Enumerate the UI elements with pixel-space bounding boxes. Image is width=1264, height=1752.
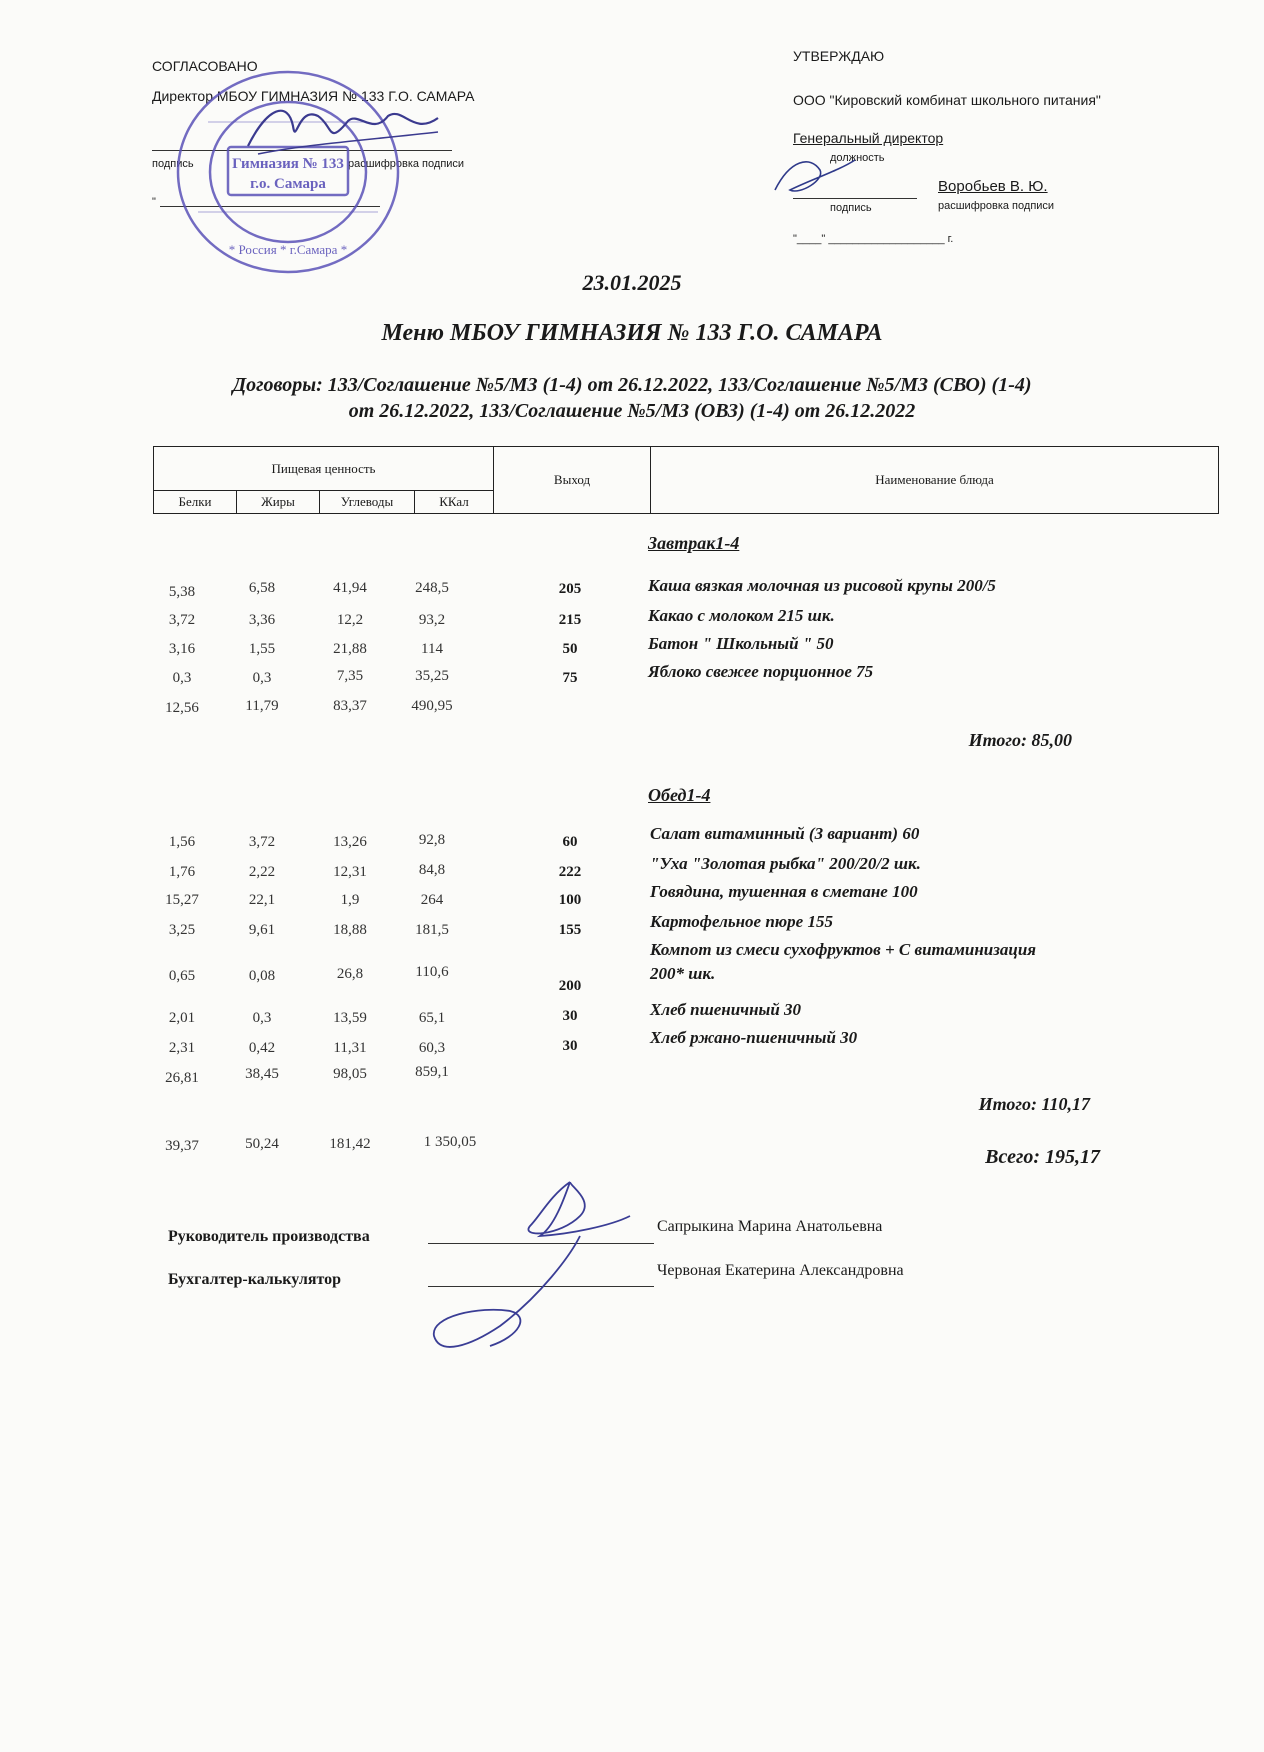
dish-name: Батон " Школьный " 50 (648, 634, 834, 653)
cell-output: 30 (562, 1038, 578, 1054)
grand-fat: 50,24 (245, 1136, 279, 1152)
cell-fat: 3,72 (248, 834, 276, 850)
header-output: Выход (494, 447, 651, 514)
cell-fat: 3,36 (248, 612, 276, 628)
director-name: Воробьев В. Ю. (938, 178, 1048, 195)
cell-carbs: 18,88 (333, 922, 367, 938)
section-lunch-title: Обед1-4 (648, 785, 711, 805)
cell-protein: 0,65 (168, 968, 196, 984)
sum-carbs: 98,05 (333, 1066, 367, 1082)
cell-output: 30 (562, 1008, 578, 1024)
grand-total: Всего: 195,17 (985, 1146, 1100, 1168)
cell-carbs: 7,35 (336, 668, 364, 684)
cell-output: 155 (558, 922, 582, 938)
decode-label-left: расшифровка подписи (348, 158, 465, 170)
cell-carbs: 26,8 (336, 966, 364, 982)
seal-inner-line1: Гимназия № 133 (232, 156, 344, 172)
contracts-line-1: Договоры: 133/Соглашение №5/МЗ (1-4) от 26.12.2022, 133/Соглашение №5/МЗ (СВО) (1-4) (232, 374, 1032, 396)
section-breakfast-title: Завтрак1-4 (648, 533, 740, 553)
sum-fat: 11,79 (245, 698, 279, 714)
cell-kcal: 84,8 (418, 862, 446, 878)
cell-carbs: 12,31 (333, 864, 367, 880)
approval-right-position: Генеральный директор (793, 130, 944, 146)
dish-name: Компот из смеси сухофруктов + С витаминизация (650, 940, 1037, 959)
dish-name: Яблоко свежее порционное 75 (648, 662, 874, 681)
lunch-total: Итого: 110,17 (978, 1094, 1090, 1114)
cell-protein: 3,25 (168, 922, 196, 938)
head-of-production-label: Руководитель производства (168, 1228, 370, 1245)
cell-output: 60 (562, 834, 578, 850)
decode-label-right: расшифровка подписи (938, 200, 1055, 212)
sum-protein: 12,56 (165, 700, 199, 716)
organization-seal (168, 62, 408, 282)
grand-carbs: 181,42 (329, 1136, 371, 1152)
cell-kcal: 110,6 (415, 964, 449, 980)
sum-carbs: 83,37 (333, 698, 367, 714)
cell-output: 222 (558, 864, 582, 880)
dish-name: "Уха "Золотая рыбка" 200/20/2 шк. (650, 854, 921, 873)
seal-inner-line2: г.о. Самара (250, 176, 326, 192)
menu-table-header (153, 446, 1219, 514)
cell-output: 50 (562, 641, 578, 657)
cell-kcal: 264 (420, 892, 444, 908)
header-kcal: ККал (415, 491, 494, 514)
menu-date: 23.01.2025 (582, 270, 682, 295)
menu-title: Меню МБОУ ГИМНАЗИЯ № 133 Г.О. САМАРА (381, 320, 883, 346)
sign-label-left: подпись (152, 158, 194, 170)
breakfast-total: Итого: 85,00 (968, 730, 1072, 750)
dish-name-continued: 200* шк. (650, 964, 716, 983)
accountant-name: Червоная Екатерина Александровна (657, 1262, 904, 1279)
sum-protein: 26,81 (165, 1070, 199, 1086)
cell-output: 100 (558, 892, 582, 908)
cell-fat: 0,08 (248, 968, 276, 984)
seal-bottom: * Россия * г.Самара * (228, 242, 348, 257)
cell-fat: 0,42 (248, 1040, 276, 1056)
director-signature (238, 96, 448, 166)
production-signature (420, 1176, 660, 1376)
dish-name: Каша вязкая молочная из рисовой крупы 200/5 (648, 576, 996, 595)
cell-carbs: 13,59 (333, 1010, 367, 1026)
approval-right-org: ООО "Кировский комбинат школьного питания" (793, 92, 1101, 108)
dish-name: Хлеб пшеничный 30 (650, 1000, 802, 1019)
approval-left-director: Директор МБОУ ГИМНАЗИЯ № 133 Г.О. САМАРА (152, 88, 475, 104)
cell-kcal: 93,2 (418, 612, 446, 628)
cell-fat: 2,22 (248, 864, 276, 880)
header-nutrition: Пищевая ценность (154, 447, 494, 491)
cell-kcal: 65,1 (418, 1010, 446, 1026)
date-prefix-left: " (152, 196, 156, 208)
cell-fat: 6,58 (248, 580, 276, 596)
approval-left-heading: СОГЛАСОВАНО (152, 58, 258, 74)
dish-name: Какао с молоком 215 шк. (648, 606, 835, 625)
cell-protein: 2,01 (168, 1010, 196, 1026)
cell-output: 200 (558, 978, 582, 994)
sum-fat: 38,45 (245, 1066, 279, 1082)
header-carbs: Углеводы (320, 491, 415, 514)
head-of-production-name: Сапрыкина Марина Анатольевна (657, 1218, 883, 1235)
cell-kcal: 35,25 (415, 668, 449, 684)
grand-kcal: 1 350,05 (423, 1134, 477, 1150)
header-dish-name: Наименование блюда (651, 447, 1219, 514)
cell-fat: 22,1 (248, 892, 276, 908)
approval-right-heading: УТВЕРЖДАЮ (793, 48, 885, 64)
sum-kcal: 490,95 (411, 698, 453, 714)
sum-kcal: 859,1 (415, 1064, 449, 1080)
accountant-label: Бухгалтер-калькулятор (168, 1271, 342, 1288)
cell-protein: 3,16 (168, 641, 196, 657)
cell-fat: 9,61 (248, 922, 276, 938)
cell-protein: 15,27 (165, 892, 199, 908)
grand-protein: 39,37 (165, 1138, 199, 1154)
cell-fat: 0,3 (252, 670, 272, 686)
cell-kcal: 60,3 (418, 1040, 446, 1056)
dish-name: Хлеб ржано-пшеничный 30 (650, 1028, 858, 1047)
cell-protein: 1,76 (168, 864, 196, 880)
cell-carbs: 11,31 (333, 1040, 367, 1056)
header-protein: Белки (154, 491, 237, 514)
cell-carbs: 41,94 (333, 580, 367, 596)
cell-protein: 3,72 (168, 612, 196, 628)
sign-label-right: подпись (830, 202, 872, 214)
general-director-signature (770, 150, 860, 210)
cell-protein: 0,3 (172, 670, 192, 686)
cell-kcal: 181,5 (415, 922, 449, 938)
cell-carbs: 21,88 (333, 641, 367, 657)
cell-output: 205 (558, 581, 582, 597)
cell-protein: 1,56 (168, 834, 196, 850)
cell-kcal: 114 (421, 641, 443, 657)
cell-output: 75 (562, 670, 578, 686)
cell-fat: 1,55 (248, 641, 276, 657)
cell-carbs: 1,9 (340, 892, 360, 908)
cell-fat: 0,3 (252, 1010, 272, 1026)
dish-name: Говядина, тушенная в сметане 100 (650, 882, 918, 901)
header-fat: Жиры (237, 491, 320, 514)
contracts-line-2: от 26.12.2022, 133/Соглашение №5/МЗ (ОВЗ) (1-4) от 26.12.2022 (348, 400, 916, 422)
cell-carbs: 12,2 (336, 612, 364, 628)
cell-output: 215 (558, 612, 582, 628)
cell-kcal: 92,8 (418, 832, 446, 848)
cell-carbs: 13,26 (333, 834, 367, 850)
dish-name: Картофельное пюре 155 (650, 912, 833, 931)
date-line-right: "____" ___________________ г. (793, 233, 954, 245)
cell-protein: 2,31 (168, 1040, 196, 1056)
cell-protein: 5,38 (168, 584, 196, 600)
position-label: должность (830, 152, 885, 164)
dish-name: Салат витаминный (3 вариант) 60 (650, 824, 920, 843)
cell-kcal: 248,5 (415, 580, 449, 596)
